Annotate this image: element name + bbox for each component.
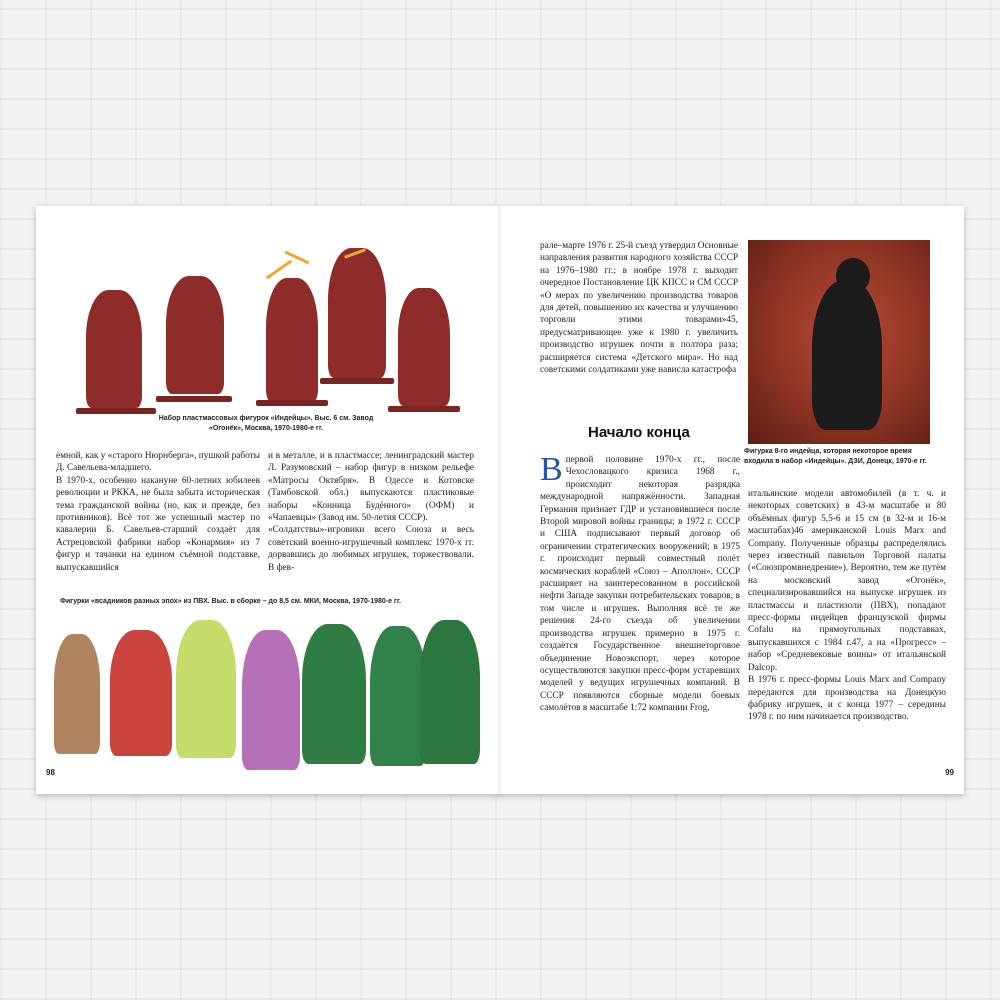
section-heading: Начало конца [588, 424, 690, 441]
indian-figures-illustration [64, 238, 464, 423]
left-column-2 [268, 450, 474, 574]
left-column-1 [56, 450, 260, 574]
rider-figure-green-1 [302, 624, 366, 764]
rider-figure-green-3 [420, 620, 480, 764]
riders-caption: Фигурки «всадников разных эпох» из ПВХ. Выс. в сборке – до 8,5 см. МКИ, Москва, 1970-1980-е гг. [60, 598, 402, 605]
paragraph: В 1970-х, особенно накануне 60-летних юбилеев революции и РККА, не была забыта историческая тема гражданской войны (но, как и прежде, без противников). Всё тот же успешный мастер по кавалерии Б. Савельев-старший создаёт для Астрецовской фабрики набор «Конармия» из 7 фигур и тачанки на едином съёмной подставке, выпускавшийся [56, 475, 260, 573]
rider-figure-red [110, 630, 172, 756]
paragraph: «Солдатствы»-игровики всего Союза и весь советский военно-игрушечный комплекс 1970-х гг. дорвавшись до любимых игрушек, торжествовали. В фев- [268, 525, 474, 573]
figure-pedestal-2 [156, 396, 232, 402]
figure-indian-chief [328, 248, 386, 378]
left-page-number: 98 [46, 768, 55, 777]
paragraph-text: первой половине 1970-х гг., после Чехословацкого кризиса 1968 г., происходит некоторая разрядка международной напряжённости. Западная Германия признает ГДР и установившиеся после Второй мировой войны границы; в 1972 г. СССР и США подписывают первый договор об ограничении стратегических вооружений; в 1975 г. происходит первый совместный полёт космических кораблей «Союз – Аполлон». СССР расширяет на заинтересованном в российской нефти Западе закупки потребительских товаров, в том числе и игрушек. Выполняя всё те же решения 24-го съезда об увеличении производства игрушек примерно в 1975 г. создаётся Государственное внешнеторговое объединение Новоэкспорт, через которое осуществляются закупки пресс-форм устаревших моделей у ведущих игрушечных компаний. В СССР появляются сборные модели боевых самолётов в масштабе 1:72 компании Frog, [540, 455, 740, 714]
right-column-1 [540, 451, 740, 715]
figure-pedestal-5 [388, 406, 460, 412]
figure-indian-5 [398, 288, 450, 406]
dropcap: В [540, 451, 563, 488]
paragraph: и в металле, и в пластмассе; ленинградский мастер Л. Разумовский – набор фигур в низком рельефе «Матросы Октября». В Одессе и Котовске (Тамбовской обл.) выпускаются пластиковые наборы «Конница Будённого» (ОФМ) и «Чапаевцы» (Завод им. 50-летия СССР). [268, 451, 474, 524]
paragraph: ёмной, как у «старого Нюрнберга», пушкой работы Д. Савельева-младшего. [56, 451, 260, 474]
right-column-2 [748, 488, 946, 724]
figure-pedestal-1 [76, 408, 156, 414]
riders-illustration [48, 610, 488, 780]
top-figures-caption: Набор пластмассовых фигурок «Индейцы». Выс. 6 см. Завод «Огонёк», Москва, 1970-1980-е гг. [158, 415, 374, 432]
paragraph [540, 451, 740, 715]
paragraph: итальянские модели автомобилей (в т. ч. и некоторых советских) в 43-м масштабе и 80 объёмных фигур 5,5-6 и 15 см (в 32-м и 16-м масштабах)46 американской Louis Marx and Company. Полученные образцы распределялись через известный павильон Торговой палаты («Союзпромвнедрение»). Вероятно, тем же путём на московский завод «Огонёк», специализировавшийся на выпуске игрушек из пластмассы и пластизоли (ПВХ), попадают пресс-формы индейцев французской фирмы Cofalu на прямоугольных подставках, выпускавшихся с 1984 г.47, а на «Прогресс» – набор «Средневековые воины» от итальянской Dalcop. [748, 489, 946, 673]
figure-indian-2 [166, 276, 224, 394]
paragraph: рале–марте 1976 г. 25-й съезд утвердил Основные направления развития народного хозяйства СССР на 1976–1980 гг.; в ноябре 1978 г. выходит очередное Постановление ЦК КПСС и СМ СССР «О мерах по увеличению производства товаров для детей, повышению их качества и улучшению торговли этими товарами»45, предусматривающее уже к 1980 г. увеличить производство игрушек почти в полтора раза; расширяется система «Детского мира». Но над советскими солдатиками уже нависла катастрофа [540, 241, 738, 376]
rider-figure-purple [242, 630, 300, 770]
book-spread [36, 206, 964, 794]
right-top-column [540, 240, 738, 376]
photo-caption: Фигурка 8-го индейца, которая некоторое время входила в набор «Индейцы». ДЗИ, Донецк, 1970-е гг. [744, 448, 927, 465]
weapon-accent [266, 260, 292, 280]
figure-pedestal-4 [320, 378, 394, 384]
indian-figure-photo [748, 240, 930, 444]
book-gutter [498, 206, 502, 794]
photo-figure-silhouette [812, 280, 882, 430]
photo-figure-head [836, 258, 870, 294]
figure-pedestal-3 [256, 400, 328, 406]
right-page-number: 99 [945, 768, 954, 777]
paragraph: В 1976 г. пресс-формы Louis Marx and Company передаются для производства на Донецкую фабрику игрушек, и с конца 1977 – середины 1978 г. по ним начинается производство. [748, 675, 946, 723]
rider-figure-green-2 [370, 626, 426, 766]
figure-indian-3 [266, 278, 318, 402]
figure-indian-1 [86, 290, 142, 408]
rider-figure-brown [54, 634, 100, 754]
rider-figure-lime [176, 620, 236, 758]
